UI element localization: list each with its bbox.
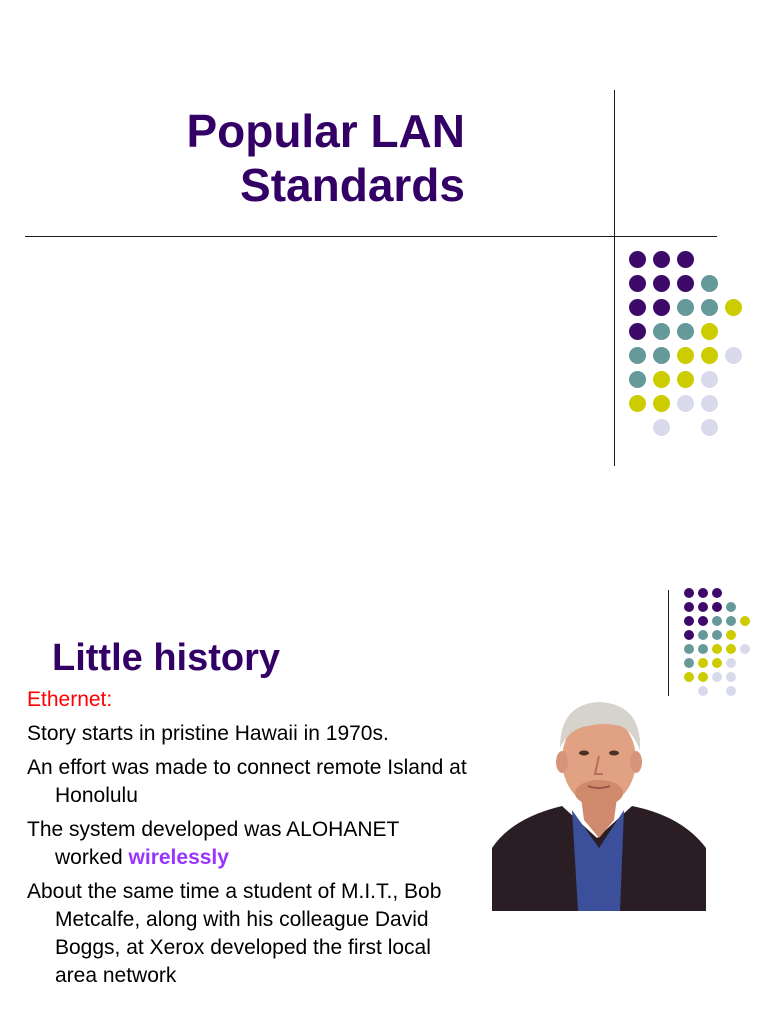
vertical-divider-small [668, 590, 669, 696]
decorative-dot [740, 616, 750, 626]
decorative-dot [653, 395, 670, 412]
decorative-dot [726, 616, 736, 626]
emphasis-text: wirelessly [128, 846, 229, 869]
decorative-dot [712, 644, 722, 654]
decorative-dot [653, 419, 670, 436]
decorative-dot [677, 251, 694, 268]
decorative-dot [712, 602, 722, 612]
decorative-dot [677, 323, 694, 340]
bullet-item: An effort was made to connect remote Island at Honolulu [27, 756, 467, 807]
decorative-dot [698, 630, 708, 640]
decorative-dot [684, 658, 694, 668]
bullet-list [27, 686, 467, 996]
decorative-dot [629, 371, 646, 388]
decorative-dot [726, 630, 736, 640]
decorative-dot [726, 644, 736, 654]
decorative-dot [698, 588, 708, 598]
decorative-dot [726, 686, 736, 696]
decorative-dot [701, 371, 718, 388]
decorative-dot [701, 299, 718, 316]
decorative-dot [698, 658, 708, 668]
decorative-dot [740, 644, 750, 654]
decorative-dot [629, 275, 646, 292]
decorative-dot [677, 347, 694, 364]
decorative-dot [684, 602, 694, 612]
decorative-dot [653, 251, 670, 268]
horizontal-divider [25, 236, 717, 237]
decorative-dot [677, 371, 694, 388]
decorative-dot [712, 630, 722, 640]
decorative-dot [726, 672, 736, 682]
title-line-2: Standards [240, 159, 465, 211]
decorative-dot [684, 630, 694, 640]
decorative-dot [653, 275, 670, 292]
vertical-divider [614, 90, 615, 466]
decorative-dot [698, 644, 708, 654]
decorative-dot [677, 395, 694, 412]
bullet-item: Story starts in pristine Hawaii in 1970s. [27, 722, 389, 745]
decorative-dot [653, 347, 670, 364]
decorative-dot [701, 395, 718, 412]
decorative-dot [684, 588, 694, 598]
decorative-dot [725, 299, 742, 316]
decorative-dot [653, 299, 670, 316]
decorative-dot [726, 602, 736, 612]
decorative-dot [712, 616, 722, 626]
decorative-dot [701, 323, 718, 340]
title-line-1: Popular LAN [186, 105, 465, 157]
decorative-dot [629, 323, 646, 340]
person-illustration [492, 698, 706, 911]
bullet-text: The system developed was ALOHANET worked [27, 818, 399, 869]
decorative-dot [629, 347, 646, 364]
decorative-dot [629, 299, 646, 316]
decorative-dot [684, 616, 694, 626]
history-slide [0, 512, 768, 1024]
decorative-dot [712, 658, 722, 668]
slide-heading: Little history [52, 637, 281, 679]
decorative-dot [712, 588, 722, 598]
decorative-dot [677, 275, 694, 292]
decorative-dot [712, 672, 722, 682]
portrait-photo [492, 698, 706, 911]
decorative-dot [684, 672, 694, 682]
decorative-dot [684, 644, 694, 654]
decorative-dot [725, 347, 742, 364]
decorative-dot [701, 419, 718, 436]
decorative-dot [629, 395, 646, 412]
decorative-dot [677, 299, 694, 316]
ethernet-heading: Ethernet: [27, 688, 113, 711]
decorative-dot [726, 658, 736, 668]
decorative-dot [653, 323, 670, 340]
slide-title [120, 104, 465, 212]
decorative-dot [698, 616, 708, 626]
decorative-dot [653, 371, 670, 388]
decorative-dot [701, 347, 718, 364]
decorative-dot [698, 686, 708, 696]
bullet-item: About the same time a student of M.I.T., Bob Metcalfe, along with his colleague David Boggs, at Xerox developed the first local area network [27, 880, 442, 987]
decorative-dot [698, 672, 708, 682]
decorative-dot [698, 602, 708, 612]
bullet-item [27, 816, 467, 872]
decorative-dot [701, 275, 718, 292]
decorative-dot [629, 251, 646, 268]
